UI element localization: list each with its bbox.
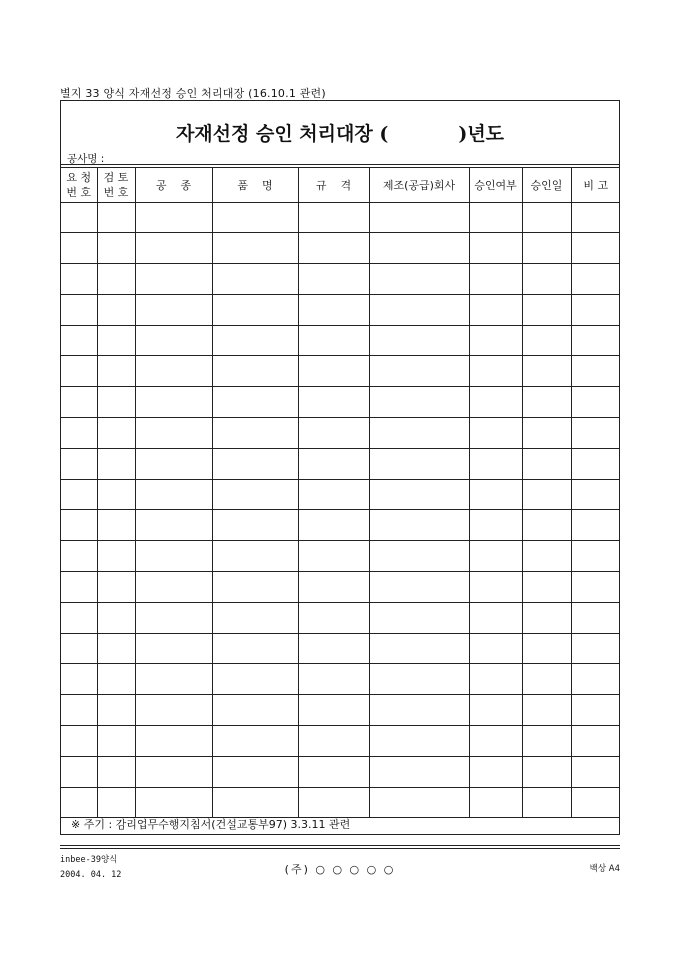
table-cell[interactable] (97, 264, 135, 295)
table-cell[interactable] (298, 664, 369, 695)
table-cell[interactable] (369, 418, 469, 449)
table-cell[interactable] (97, 695, 135, 726)
footer-divider (60, 848, 620, 849)
table-cell[interactable] (571, 787, 620, 818)
table-cell[interactable] (97, 325, 135, 356)
table-cell[interactable] (571, 418, 620, 449)
title-suffix: )년도 (458, 123, 505, 145)
col-header-manufacturer: 제조(공급)회사 (369, 168, 469, 202)
table-cell[interactable] (469, 510, 522, 541)
table-row (61, 356, 620, 387)
table-row (61, 756, 620, 787)
col-header-request-no: 요 청 번 호 (61, 168, 97, 202)
table-cell[interactable] (97, 202, 135, 233)
divider (61, 164, 619, 165)
table-cell[interactable] (97, 356, 135, 387)
table-cell[interactable] (135, 387, 212, 418)
table-cell[interactable] (298, 387, 369, 418)
table-cell[interactable] (571, 695, 620, 726)
table-cell[interactable] (135, 418, 212, 449)
table-row (61, 695, 620, 726)
table-cell[interactable] (212, 726, 298, 757)
table-cell[interactable] (61, 664, 97, 695)
table-cell[interactable] (61, 356, 97, 387)
form-reference-note: 별지 33 양식 자재선정 승인 처리대장 (16.10.1 관련) (60, 87, 326, 100)
table-cell[interactable] (369, 356, 469, 387)
table-row (61, 264, 620, 295)
table-cell[interactable] (571, 726, 620, 757)
table-cell[interactable] (212, 233, 298, 264)
table-cell[interactable] (522, 541, 571, 572)
table-cell[interactable] (97, 233, 135, 264)
table-row (61, 202, 620, 233)
table-cell[interactable] (571, 602, 620, 633)
table-cell[interactable] (97, 541, 135, 572)
table-cell[interactable] (61, 387, 97, 418)
table-cell[interactable] (61, 325, 97, 356)
table-cell[interactable] (571, 541, 620, 572)
paper-spec: 백상 A4 (589, 864, 620, 874)
table-cell[interactable] (369, 264, 469, 295)
table-cell[interactable] (522, 294, 571, 325)
table-cell[interactable] (522, 479, 571, 510)
table-cell[interactable] (369, 541, 469, 572)
table-cell[interactable] (469, 294, 522, 325)
table-cell[interactable] (522, 264, 571, 295)
table-cell[interactable] (97, 387, 135, 418)
table-cell[interactable] (369, 602, 469, 633)
table-cell[interactable] (135, 695, 212, 726)
col-header-spec: 규 격 (298, 168, 369, 202)
table-cell[interactable] (469, 202, 522, 233)
table-cell[interactable] (298, 602, 369, 633)
table-cell[interactable] (469, 356, 522, 387)
table-cell[interactable] (469, 664, 522, 695)
table-cell[interactable] (469, 448, 522, 479)
table-cell[interactable] (298, 695, 369, 726)
table-cell[interactable] (97, 726, 135, 757)
table-cell[interactable] (97, 572, 135, 603)
table-cell[interactable] (61, 633, 97, 664)
table-cell[interactable] (469, 233, 522, 264)
register-table (61, 168, 620, 818)
company-name: (주) ○ ○ ○ ○ ○ (284, 863, 396, 876)
table-cell[interactable] (469, 726, 522, 757)
table-cell[interactable] (212, 418, 298, 449)
table-cell[interactable] (571, 233, 620, 264)
table-cell[interactable] (369, 572, 469, 603)
table-cell[interactable] (369, 479, 469, 510)
table-cell[interactable] (61, 726, 97, 757)
table-cell[interactable] (212, 202, 298, 233)
table-cell[interactable] (469, 602, 522, 633)
table-cell[interactable] (212, 541, 298, 572)
table-cell[interactable] (97, 418, 135, 449)
table-row (61, 510, 620, 541)
table-row (61, 726, 620, 757)
table-cell[interactable] (135, 448, 212, 479)
table-cell[interactable] (522, 602, 571, 633)
table-cell[interactable] (298, 418, 369, 449)
table-cell[interactable] (522, 387, 571, 418)
table-cell[interactable] (369, 633, 469, 664)
table-cell[interactable] (469, 325, 522, 356)
table-row (61, 325, 620, 356)
table-cell[interactable] (212, 448, 298, 479)
table-cell[interactable] (369, 664, 469, 695)
table-cell[interactable] (135, 756, 212, 787)
table-cell[interactable] (298, 356, 369, 387)
table-cell[interactable] (369, 726, 469, 757)
table-cell[interactable] (135, 325, 212, 356)
table-cell[interactable] (212, 356, 298, 387)
table-cell[interactable] (522, 510, 571, 541)
table-cell[interactable] (522, 356, 571, 387)
table-cell[interactable] (212, 664, 298, 695)
table-cell[interactable] (135, 726, 212, 757)
form-code: inbee-39양식 (60, 855, 118, 865)
table-cell[interactable] (212, 294, 298, 325)
col-header-item-name: 품 명 (212, 168, 298, 202)
table-cell[interactable] (298, 541, 369, 572)
table-row (61, 233, 620, 264)
table-cell[interactable] (522, 664, 571, 695)
table-cell[interactable] (522, 233, 571, 264)
table-cell[interactable] (212, 479, 298, 510)
table-cell[interactable] (212, 787, 298, 818)
table-cell[interactable] (298, 233, 369, 264)
table-cell[interactable] (135, 294, 212, 325)
table-row (61, 787, 620, 818)
table-cell[interactable] (212, 325, 298, 356)
table-cell[interactable] (212, 633, 298, 664)
table-cell[interactable] (469, 787, 522, 818)
table-cell[interactable] (135, 202, 212, 233)
table-cell[interactable] (212, 695, 298, 726)
col-header-work-type: 공 종 (135, 168, 212, 202)
table-cell[interactable] (298, 726, 369, 757)
table-row (61, 664, 620, 695)
table-cell[interactable] (135, 541, 212, 572)
table-cell[interactable] (135, 264, 212, 295)
table-cell[interactable] (571, 294, 620, 325)
table-cell[interactable] (61, 448, 97, 479)
table-cell[interactable] (97, 510, 135, 541)
table-cell[interactable] (369, 510, 469, 541)
table-cell[interactable] (571, 756, 620, 787)
table-cell[interactable] (97, 756, 135, 787)
table-cell[interactable] (571, 356, 620, 387)
table-cell[interactable] (135, 633, 212, 664)
table-cell[interactable] (61, 418, 97, 449)
table-cell[interactable] (212, 387, 298, 418)
table-cell[interactable] (61, 695, 97, 726)
table-row (61, 602, 620, 633)
table-row (61, 633, 620, 664)
table-row (61, 541, 620, 572)
table-cell[interactable] (135, 602, 212, 633)
table-cell[interactable] (212, 264, 298, 295)
table-cell[interactable] (135, 479, 212, 510)
table-cell[interactable] (571, 572, 620, 603)
table-cell[interactable] (298, 202, 369, 233)
table-cell[interactable] (522, 202, 571, 233)
table-cell[interactable] (571, 325, 620, 356)
table-cell[interactable] (469, 541, 522, 572)
table-cell[interactable] (369, 325, 469, 356)
table-cell[interactable] (298, 325, 369, 356)
table-cell[interactable] (298, 572, 369, 603)
table-cell[interactable] (369, 387, 469, 418)
table-cell[interactable] (522, 756, 571, 787)
table-cell[interactable] (97, 664, 135, 695)
table-cell[interactable] (469, 633, 522, 664)
table-cell[interactable] (135, 572, 212, 603)
table-row (61, 418, 620, 449)
project-name-label: 공사명 : (67, 153, 105, 165)
table-cell[interactable] (369, 756, 469, 787)
table-cell[interactable] (571, 264, 620, 295)
table-cell[interactable] (135, 664, 212, 695)
footer-divider (60, 845, 620, 846)
table-cell[interactable] (298, 787, 369, 818)
table-cell[interactable] (135, 356, 212, 387)
col-header-approval-status: 승인여부 (469, 168, 522, 202)
table-cell[interactable] (469, 479, 522, 510)
table-row (61, 294, 620, 325)
table-cell[interactable] (97, 448, 135, 479)
table-cell[interactable] (61, 264, 97, 295)
table-row (61, 479, 620, 510)
table-row (61, 448, 620, 479)
form-title (61, 119, 619, 146)
table-cell[interactable] (369, 202, 469, 233)
table-cell[interactable] (212, 510, 298, 541)
table-cell[interactable] (369, 233, 469, 264)
table-cell[interactable] (571, 664, 620, 695)
table-cell[interactable] (571, 448, 620, 479)
table-cell[interactable] (522, 448, 571, 479)
table-row (61, 387, 620, 418)
table-row (61, 572, 620, 603)
table-cell[interactable] (369, 787, 469, 818)
table-cell[interactable] (61, 479, 97, 510)
table-cell[interactable] (97, 294, 135, 325)
footnote: ※ 주기 : 감리업무수행지침서(건설교통부97) 3.3.11 관련 (71, 818, 351, 831)
table-cell[interactable] (61, 756, 97, 787)
table-cell[interactable] (97, 602, 135, 633)
table-cell[interactable] (571, 387, 620, 418)
table-cell[interactable] (298, 264, 369, 295)
title-prefix: 자재선정 승인 처리대장 ( (175, 123, 389, 145)
table-cell[interactable] (61, 541, 97, 572)
table-cell[interactable] (522, 325, 571, 356)
table-cell[interactable] (571, 510, 620, 541)
table-cell[interactable] (212, 602, 298, 633)
table-cell[interactable] (61, 233, 97, 264)
table-cell[interactable] (522, 695, 571, 726)
table-cell[interactable] (571, 633, 620, 664)
col-header-remarks: 비 고 (571, 168, 620, 202)
table-cell[interactable] (469, 418, 522, 449)
table-cell[interactable] (522, 726, 571, 757)
table-cell[interactable] (61, 787, 97, 818)
table-cell[interactable] (522, 787, 571, 818)
table-cell[interactable] (61, 602, 97, 633)
table-cell[interactable] (298, 479, 369, 510)
table-cell[interactable] (212, 756, 298, 787)
table-cell[interactable] (522, 572, 571, 603)
table-cell[interactable] (469, 756, 522, 787)
table-cell[interactable] (212, 572, 298, 603)
table-cell[interactable] (61, 510, 97, 541)
table-cell[interactable] (298, 756, 369, 787)
table-header-row (61, 168, 620, 202)
table-cell[interactable] (135, 510, 212, 541)
col-header-review-no: 검 토 번 호 (97, 168, 135, 202)
table-cell[interactable] (571, 202, 620, 233)
table-cell[interactable] (135, 787, 212, 818)
table-cell[interactable] (97, 633, 135, 664)
table-cell[interactable] (522, 633, 571, 664)
table-cell[interactable] (61, 202, 97, 233)
table-cell[interactable] (469, 695, 522, 726)
register-form (60, 100, 620, 835)
col-header-approval-date: 승인일 (522, 168, 571, 202)
table-cell[interactable] (369, 294, 469, 325)
table-cell[interactable] (97, 479, 135, 510)
table-cell[interactable] (61, 294, 97, 325)
table-cell[interactable] (469, 572, 522, 603)
table-cell[interactable] (571, 479, 620, 510)
table-cell[interactable] (298, 294, 369, 325)
table-cell[interactable] (61, 572, 97, 603)
table-cell[interactable] (369, 448, 469, 479)
table-cell[interactable] (469, 264, 522, 295)
table-cell[interactable] (298, 633, 369, 664)
table-cell[interactable] (469, 387, 522, 418)
table-cell[interactable] (369, 695, 469, 726)
form-date: 2004. 04. 12 (60, 870, 122, 880)
table-cell[interactable] (522, 418, 571, 449)
table-cell[interactable] (135, 233, 212, 264)
table-cell[interactable] (97, 787, 135, 818)
table-cell[interactable] (298, 448, 369, 479)
table-cell[interactable] (298, 510, 369, 541)
